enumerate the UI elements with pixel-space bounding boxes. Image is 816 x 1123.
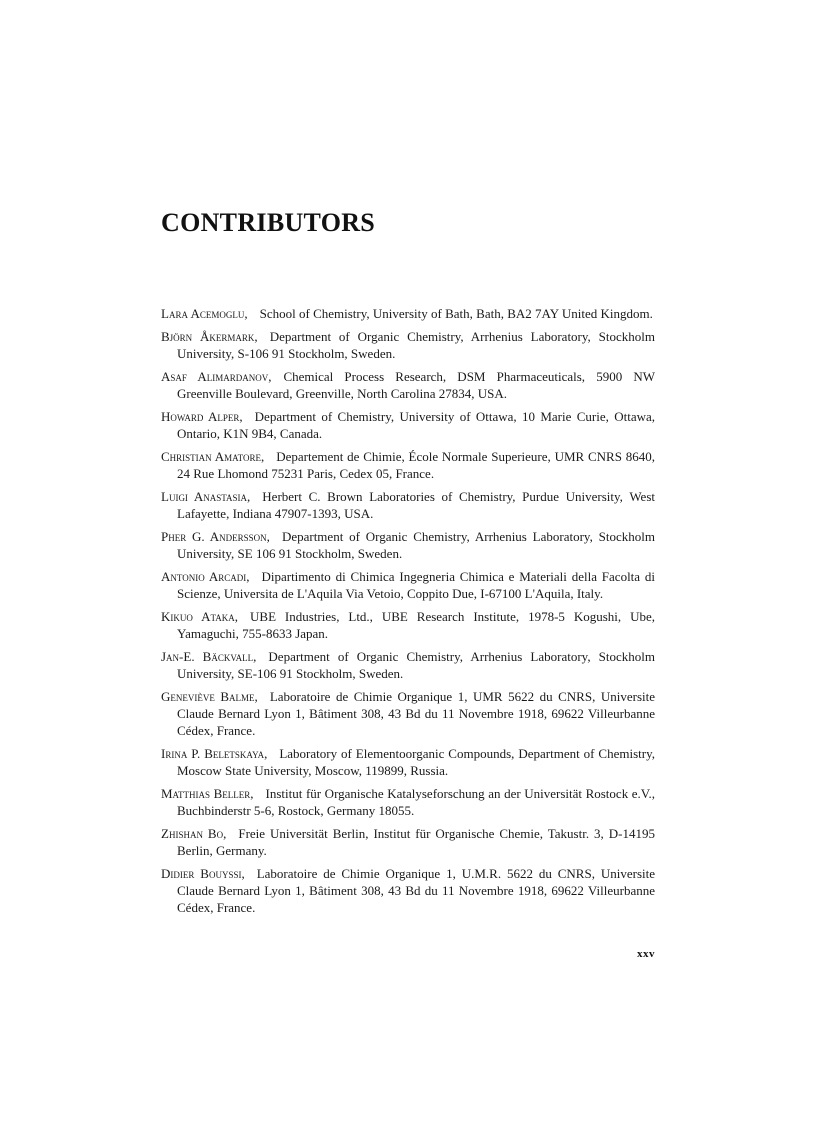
contributor-name: Geneviève Balme, — [161, 689, 258, 704]
contributor-affiliation: Department of Organic Chemistry, Arrhenius Laboratory, Stockholm University, SE 106 91 Stockholm, Sweden. — [177, 529, 655, 561]
contributor-name: Luigi Anastasia, — [161, 489, 251, 504]
contributor-affiliation: Chemical Process Research, DSM Pharmaceuticals, 5900 NW Greenville Boulevard, Greenville, North Carolina 27834, USA. — [177, 369, 655, 401]
contributor-entry — [161, 648, 655, 682]
contributor-entry — [161, 408, 655, 442]
contributor-entry — [161, 865, 655, 916]
contributor-affiliation: Department of Organic Chemistry, Arrhenius Laboratory, Stockholm University, SE-106 91 Stockholm, Sweden. — [177, 649, 655, 681]
contributor-name: Björn Åkermark, — [161, 329, 258, 344]
contributor-entry — [161, 785, 655, 819]
contributor-affiliation: Laboratory of Elementoorganic Compounds, Department of Chemistry, Moscow State University, Moscow, 119899, Russia. — [177, 746, 655, 778]
contributor-affiliation: Department of Chemistry, University of Ottawa, 10 Marie Curie, Ottawa, Ontario, K1N 9B4, Canada. — [177, 409, 656, 441]
contributor-entry — [161, 305, 655, 322]
contributor-entry — [161, 688, 655, 739]
contributors-list — [161, 305, 655, 922]
page-title: CONTRIBUTORS — [161, 208, 376, 237]
contributor-name: Asaf Alimardanov, — [161, 369, 272, 384]
contributor-affiliation: Departement de Chimie, École Normale Superieure, UMR CNRS 8640, 24 Rue Lhomond 75231 Paris, Cedex 05, France. — [177, 449, 655, 481]
contributor-name: Antonio Arcadi, — [161, 569, 250, 584]
contributor-name: Matthias Beller, — [161, 786, 254, 801]
contributor-affiliation: Laboratoire de Chimie Organique 1, U.M.R. 5622 du CNRS, Universite Claude Bernard Lyon 1, Bâtiment 308, 43 Bd du 11 Novembre 1918, 69622 Villeurbanne Cédex, France. — [177, 866, 655, 915]
contributor-entry — [161, 448, 655, 482]
page-number: xxv — [637, 948, 655, 960]
contributor-name: Jan-E. Bäckvall, — [161, 649, 257, 664]
contributor-name: Christian Amatore, — [161, 449, 265, 464]
contributor-affiliation: Laboratoire de Chimie Organique 1, UMR 5622 du CNRS, Universite Claude Bernard Lyon 1, Bâtiment 308, 43 Bd du 11 Novembre 1918, 69622 Villeurbanne Cédex, France. — [177, 689, 655, 738]
contributor-entry — [161, 328, 655, 362]
contributor-affiliation: Herbert C. Brown Laboratories of Chemistry, Purdue University, West Lafayette, Indiana 47907-1393, USA. — [177, 489, 656, 521]
contributor-affiliation: Department of Organic Chemistry, Arrhenius Laboratory, Stockholm University, S-106 91 Stockholm, Sweden. — [177, 329, 655, 361]
contributor-entry — [161, 745, 655, 779]
contributor-name: Zhishan Bo, — [161, 826, 227, 841]
contributor-name: Pher G. Andersson, — [161, 529, 270, 544]
contributor-affiliation: Freie Universität Berlin, Institut für Organische Chemie, Takustr. 3, D-14195 Berlin, Germany. — [177, 826, 655, 858]
contributor-affiliation: Institut für Organische Katalyseforschung an der Universität Rostock e.V., Buchbinderstr 5-6, Rostock, Germany 18055. — [177, 786, 655, 818]
contributor-name: Lara Acemoglu, — [161, 306, 248, 321]
contributor-name: Didier Bouyssi, — [161, 866, 245, 881]
contributor-affiliation: Dipartimento di Chimica Ingegneria Chimica e Materiali della Facolta di Scienze, Universita de L'Aquila Via Vetoio, Coppito Due, I-67100 L'Aquila, Italy. — [177, 569, 655, 601]
contributor-entry — [161, 608, 655, 642]
contributor-entry — [161, 825, 655, 859]
contributor-name: Kikuo Ataka, — [161, 609, 239, 624]
contributor-affiliation: School of Chemistry, University of Bath, Bath, BA2 7AY United Kingdom. — [259, 306, 653, 321]
contributor-entry — [161, 488, 655, 522]
contributor-entry — [161, 368, 655, 402]
contributor-affiliation: UBE Industries, Ltd., UBE Research Institute, 1978-5 Kogushi, Ube, Yamaguchi, 755-8633 Japan. — [177, 609, 655, 641]
contributor-name: Irina P. Beletskaya, — [161, 746, 268, 761]
contributor-entry — [161, 568, 655, 602]
contributor-entry — [161, 528, 655, 562]
contributor-name: Howard Alper, — [161, 409, 243, 424]
